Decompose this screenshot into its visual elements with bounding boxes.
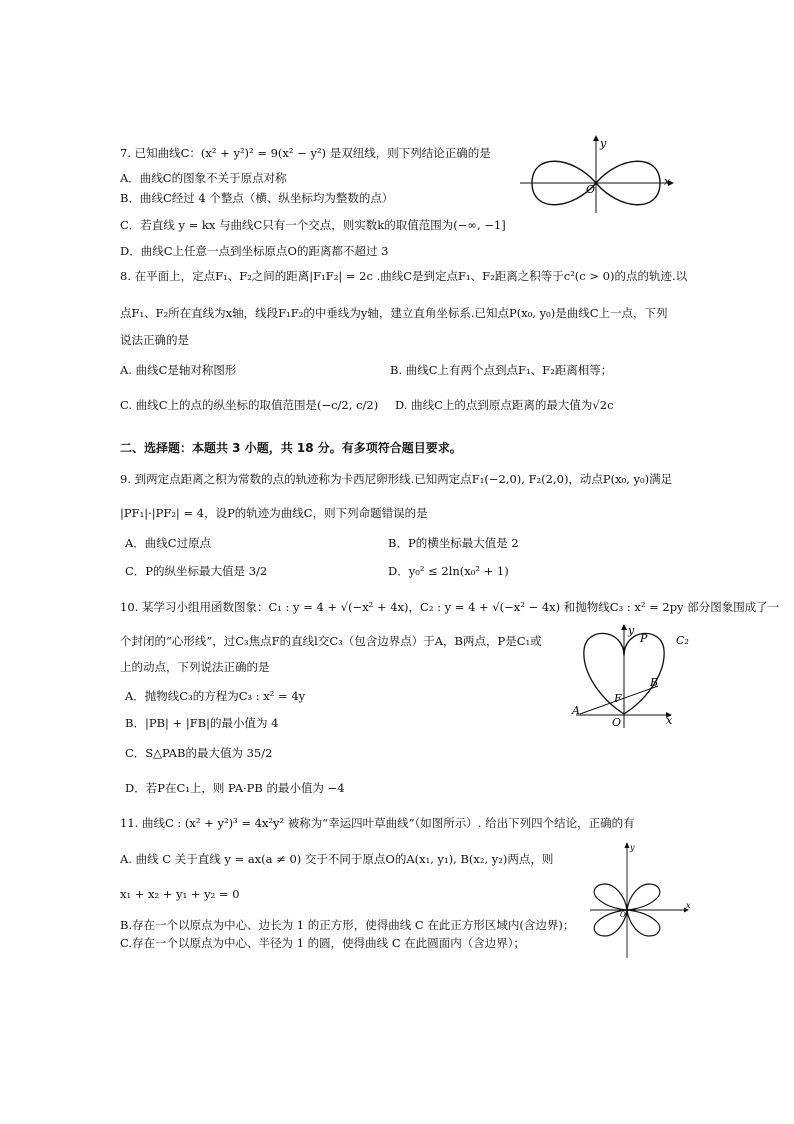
q9-option-c: C．P的纵坐标最大值是 3/2 [125, 564, 268, 578]
q11-line-3: x₁ + x₂ + y₁ + y₂ = 0 [120, 887, 240, 901]
q11-line-4: B.存在一个以原点为中心、边长为 1 的正方形，使得曲线 C 在此正方形区域内(含边界)； [120, 918, 575, 932]
lemniscate-figure [520, 135, 680, 215]
q8-line-2: 点F₁、F₂所在直线为x轴，线段F₁F₂的中垂线为y轴，建立直角坐标系.已知点P(x₀, y₀)是曲线C上一点，下列 [120, 306, 668, 320]
q10-fig-y-label: y [628, 624, 635, 637]
q8-line-3: 说法正确的是 [120, 333, 189, 347]
q9-option-b: B．P的横坐标最大值是 2 [388, 536, 519, 550]
q7-stem: 7. 已知曲线C：(x² + y²)² = 9(x² − y²) 是双纽线，则下列结论正确的是 [120, 146, 491, 160]
q9-line-1: 9. 到两定点距离之积为常数的点的轨迹称为卡西尼卵形线.已知两定点F₁(−2,0), F₂(2,0)，动点P(x₀, y₀)满足 [120, 472, 673, 486]
q10-line-1: 10. 某学习小组用函数图象：C₁ : y = 4 + √(−x² + 4x)，C₂ : y = 4 + √(−x² − 4x) 和抛物线C₃ : x² = 2py 部分图象围成了一 [120, 600, 780, 614]
q10-line-2: 个封闭的“心形线”，过C₃焦点F的直线l交C₃（包含边界点）于A，B两点，P是C₁或 [120, 634, 542, 648]
q8-option-b: B. 曲线C上有两个点到点F₁、F₂距离相等； [390, 363, 613, 377]
q7-option-a: A．曲线C的图象不关于原点对称 [120, 171, 287, 185]
q11-line-1: 11. 曲线C : (x² + y²)³ = 4x²y² 被称为“幸运四叶草曲线”（如图所示）. 给出下列四个结论，正确的有 [120, 816, 635, 830]
q10-fig-x-label: x [666, 714, 673, 727]
q10-fig-p-label: P [640, 632, 648, 645]
q10-fig-f-label: F [614, 692, 622, 705]
q10-option-c: C．S△PAB的最大值为 35/2 [125, 746, 273, 760]
q8-option-c: C. 曲线C上的点的纵坐标的取值范围是(−c/2, c/2) [120, 398, 379, 412]
q7-option-b: B．曲线C经过 4 个整点（横、纵坐标均为整数的点） [120, 191, 394, 205]
q11-fig-x-label: x [686, 901, 691, 910]
q11-fig-y-label: y [630, 843, 635, 852]
q7-option-d: D．曲线C上任意一点到坐标原点O的距离都不超过 3 [120, 244, 389, 258]
q8-line-1: 8. 在平面上，定点F₁、F₂之间的距离|F₁F₂| = 2c .曲线C是到定点F₁、F₂距离之积等于c²(c > 0)的点的轨迹.以 [120, 269, 688, 283]
q9-option-a: A．曲线C过原点 [125, 536, 212, 550]
four-leaf-clover-figure [590, 840, 694, 960]
q11-fig-origin-label: O [620, 911, 626, 919]
q7-option-c: C．若直线 y = kx 与曲线C只有一个交点，则实数k的取值范围为(−∞, −1] [120, 218, 506, 232]
q11-line-2: A. 曲线 C 关于直线 y = ax(a ≠ 0) 交于不同于原点O的A(x₁, y₁), B(x₂, y₂)两点，则 [120, 852, 554, 866]
q11-line-5: C.存在一个以原点为中心、半径为 1 的圆，使得曲线 C 在此圆面内（含边界）； [120, 936, 526, 950]
heart-curve-figure [572, 622, 689, 732]
q10-option-d: D．若P在C₁上，则 PA·PB 的最小值为 −4 [125, 781, 345, 795]
q7-fig-y-label: y [600, 137, 607, 150]
q10-fig-b-label: B [650, 676, 659, 689]
q9-option-d: D．y₀² ≤ 2ln(x₀² + 1) [388, 564, 509, 578]
q7-fig-origin-label: O [586, 183, 596, 196]
section-2-heading: 二、选择题：本题共 3 小题，共 18 分。有多项符合题目要求。 [120, 441, 462, 455]
q10-fig-origin-label: O [612, 716, 622, 729]
q9-line-2: |PF₁|·|PF₂| = 4，设P的轨迹为曲线C，则下列命题错误的是 [120, 506, 428, 520]
q10-option-a: A．抛物线C₃的方程为C₃ : x² = 4y [125, 689, 306, 703]
q10-fig-a-label: A [572, 704, 580, 717]
q8-option-a: A. 曲线C是轴对称图形 [120, 363, 237, 377]
q10-fig-c2-label: C₂ [676, 634, 689, 647]
q10-option-b: B．|PB| + |FB|的最小值为 4 [125, 716, 279, 730]
q8-option-d: D. 曲线C上的点到原点距离的最大值为√2c [395, 398, 614, 412]
q10-line-3: 上的动点，下列说法正确的是 [120, 660, 270, 674]
q7-fig-x-label: x [664, 175, 671, 188]
